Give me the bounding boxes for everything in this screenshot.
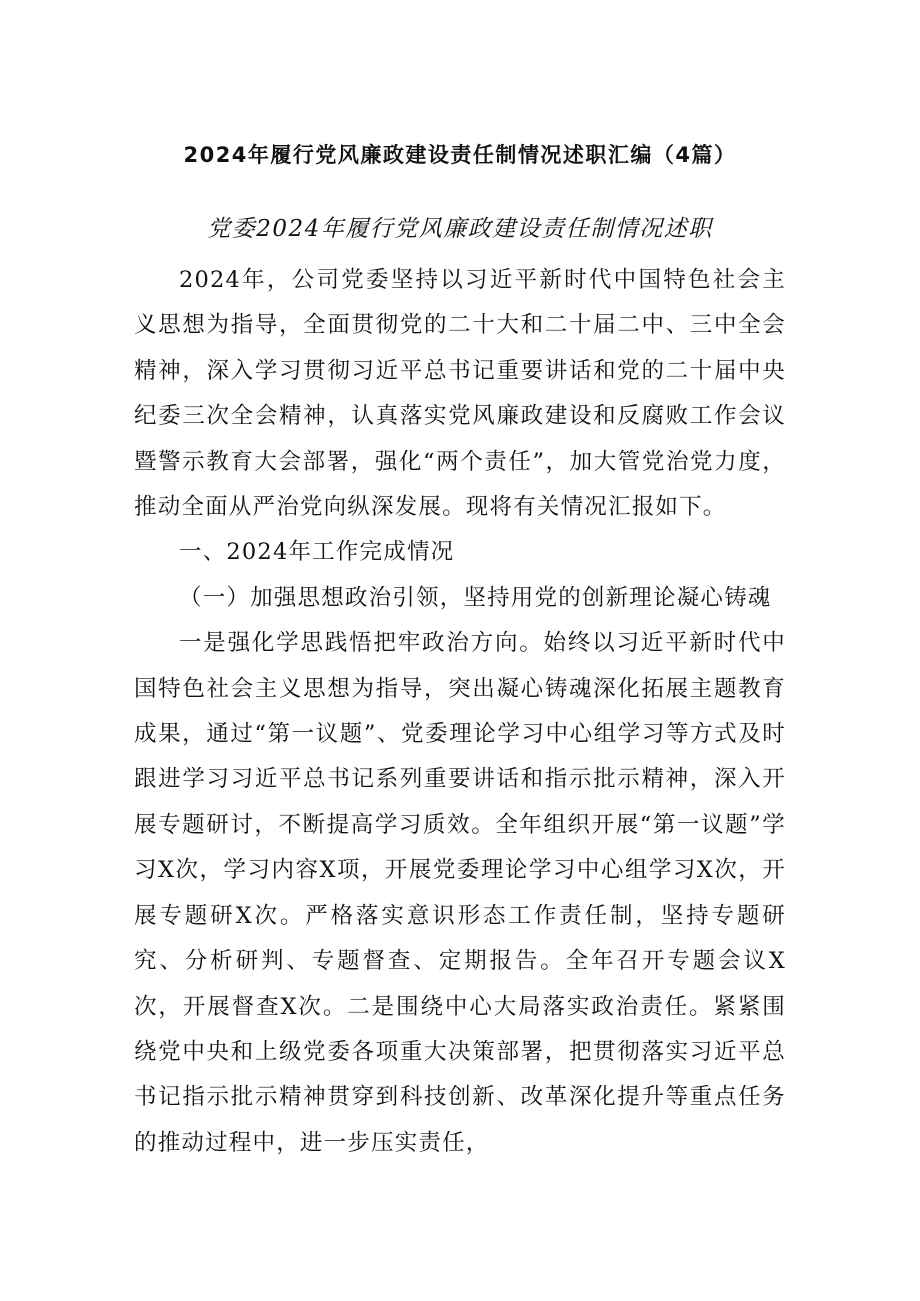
document-title: 2024年履行党风廉政建设责任制情况述职汇编（4篇） [183, 143, 737, 167]
subsection-heading: （一）加强思想政治引领，坚持用党的创新理论凝心铸魂 [179, 584, 772, 611]
section-heading: 一、2024年工作完成情况 [179, 539, 455, 566]
intro-paragraph: 2024年，公司党委坚持以习近平新时代中国特色社会主义思想为指导，全面贯彻党的二十大和二十届二中、三中全会精神，深入学习贯彻习近平总书记重要讲话和党的二十届中央纪委三次全会精神，认真落实党风廉政建设和反腐败工作会议暨警示教育大会部署，强化“两个责任”，加大管党治党力度，推动全面从严治党向纵深发展。现将有关情况汇报如下。 [134, 267, 786, 521]
document-body [134, 258, 786, 1166]
document-subtitle: 党委2024年履行党风廉政建设责任制情况述职 [207, 216, 713, 242]
body-paragraph: 一是强化学思践悟把牢政治方向。始终以习近平新时代中国特色社会主义思想为指导，突出凝心铸魂深化拓展主题教育成果，通过“第一议题”、党委理论学习中心组学习等方式及时跟进学习习近平总书记系列重要讲话和指示批示精神，深入开展专题研讨，不断提高学习质效。全年组织开展“第一议题”学习X次，学习内容X项，开展党委理论学习中心组学习X次，开展专题研X次。严格落实意识形态工作责任制，坚持专题研究、分析研判、专题督查、定期报告。全年召开专题会议X次，开展督查X次。二是围绕中心大局落实政治责任。紧紧围绕党中央和上级党委各项重大决策部署，把贯彻落实习近平总书记指示批示精神贯穿到科技创新、改革深化提升等重点任务的推动过程中，进一步压实责任， [134, 630, 786, 1156]
